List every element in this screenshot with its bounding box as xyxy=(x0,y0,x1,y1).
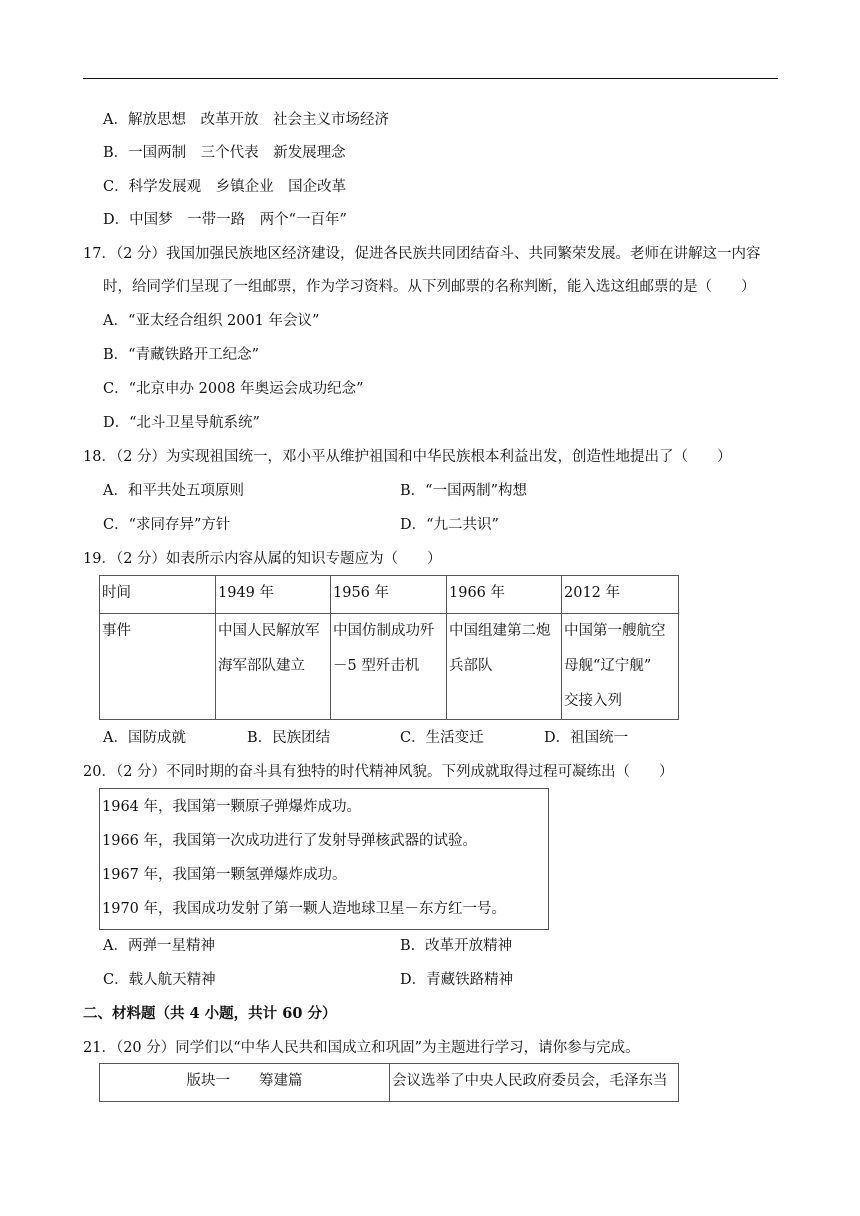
q21-table-left-cell: 版块一 筹建篇 xyxy=(100,1064,390,1102)
q19-stem: 19．（2 分）如表所示内容从属的知识专题应为（ ） xyxy=(83,551,442,567)
q18-stem: 18．（2 分）为实现祖国统一，邓小平从维护祖国和中华民族根本利益出发，创造性地提出了（ ） xyxy=(83,449,732,465)
q17-option-c: C．“北京申办 2008 年奥运会成功纪念” xyxy=(103,381,364,397)
q20-material-box xyxy=(99,788,549,930)
q19-event-cell: 中国仿制成功歼 －5 型歼击机 xyxy=(331,614,447,720)
q19-header-cell: 时间 xyxy=(100,576,216,614)
q21-table xyxy=(99,1063,679,1102)
q19-table-header-row xyxy=(100,576,679,614)
q19-option-d: D．祖国统一 xyxy=(544,730,629,746)
q17-option-b: B．“青藏铁路开工纪念” xyxy=(103,347,259,363)
q20-option-a: A．两弹一星精神 xyxy=(103,938,215,954)
q19-header-cell: 1966 年 xyxy=(447,576,562,614)
q19-header-cell: 1949 年 xyxy=(216,576,331,614)
q17-option-d: D．“北斗卫星导航系统” xyxy=(103,415,260,431)
q18-option-b: B．“一国两制”构想 xyxy=(400,483,527,499)
q19-event-cell: 中国人民解放军 海军部队建立 xyxy=(216,614,331,720)
q19-header-cell: 1956 年 xyxy=(331,576,447,614)
q19-table xyxy=(99,575,679,720)
q21-table-right-cell: 会议选举了中央人民政府委员会，毛泽东当 xyxy=(390,1064,679,1102)
q19-option-c: C．生活变迁 xyxy=(400,730,484,746)
q20-option-b: B．改革开放精神 xyxy=(400,938,513,954)
q19-event-cell: 中国组建第二炮 兵部队 xyxy=(447,614,562,720)
q19-option-a: A．国防成就 xyxy=(103,730,186,746)
q19-header-cell: 2012 年 xyxy=(562,576,679,614)
q18-option-c: C．“求同存异”方针 xyxy=(103,517,231,533)
q20-option-d: D．青藏铁路精神 xyxy=(400,972,514,988)
q20-material-line: 1966 年，我国第一次成功进行了发射导弹核武器的试验。 xyxy=(102,833,478,849)
q17-stem-line2: 时，给同学们呈现了一组邮票，作为学习资料。从下列邮票的名称判断，能入选这组邮票的是（ ） xyxy=(103,279,756,295)
q16-option-d: D．中国梦 一带一路 两个“一百年” xyxy=(103,212,347,228)
q19-table-event-row xyxy=(100,614,679,720)
q18-option-d: D．“九二共识” xyxy=(400,517,499,533)
q18-option-a: A．和平共处五项原则 xyxy=(103,483,244,499)
q19-event-cell: 事件 xyxy=(100,614,216,720)
q20-option-c: C．载人航天精神 xyxy=(103,972,216,988)
q20-material-line: 1970 年，我国成功发射了第一颗人造地球卫星－东方红一号。 xyxy=(102,901,507,917)
q19-event-cell: 中国第一艘航空 母舰“辽宁舰” 交接入列 xyxy=(562,614,679,720)
q21-stem: 21．（20 分）同学们以“中华人民共和国成立和巩固”为主题进行学习，请你参与完成。 xyxy=(83,1040,640,1056)
header-rule xyxy=(83,78,778,79)
q20-stem: 20．（2 分）不同时期的奋斗具有独特的时代精神风貌。下列成就取得过程可凝练出（ ） xyxy=(83,764,674,780)
q16-option-a: A．解放思想 改革开放 社会主义市场经济 xyxy=(103,112,389,128)
section-heading: 二、材料题（共 4 小题，共计 60 分） xyxy=(83,1005,337,1022)
q17-option-a: A．“亚太经合组织 2001 年会议” xyxy=(103,313,320,329)
q17-stem-line1: 17．（2 分）我国加强民族地区经济建设，促进各民族共同团结奋斗、共同繁荣发展。老师在讲解这一内容 xyxy=(83,246,761,262)
q16-option-c: C．科学发展观 乡镇企业 国企改革 xyxy=(103,179,347,195)
q19-option-b: B．民族团结 xyxy=(247,730,331,746)
q20-material-line: 1967 年，我国第一颗氢弹爆炸成功。 xyxy=(102,867,347,883)
q21-table-row xyxy=(100,1064,679,1102)
q20-material-line: 1964 年，我国第一颗原子弹爆炸成功。 xyxy=(102,799,362,815)
q16-option-b: B．一国两制 三个代表 新发展理念 xyxy=(103,145,346,161)
